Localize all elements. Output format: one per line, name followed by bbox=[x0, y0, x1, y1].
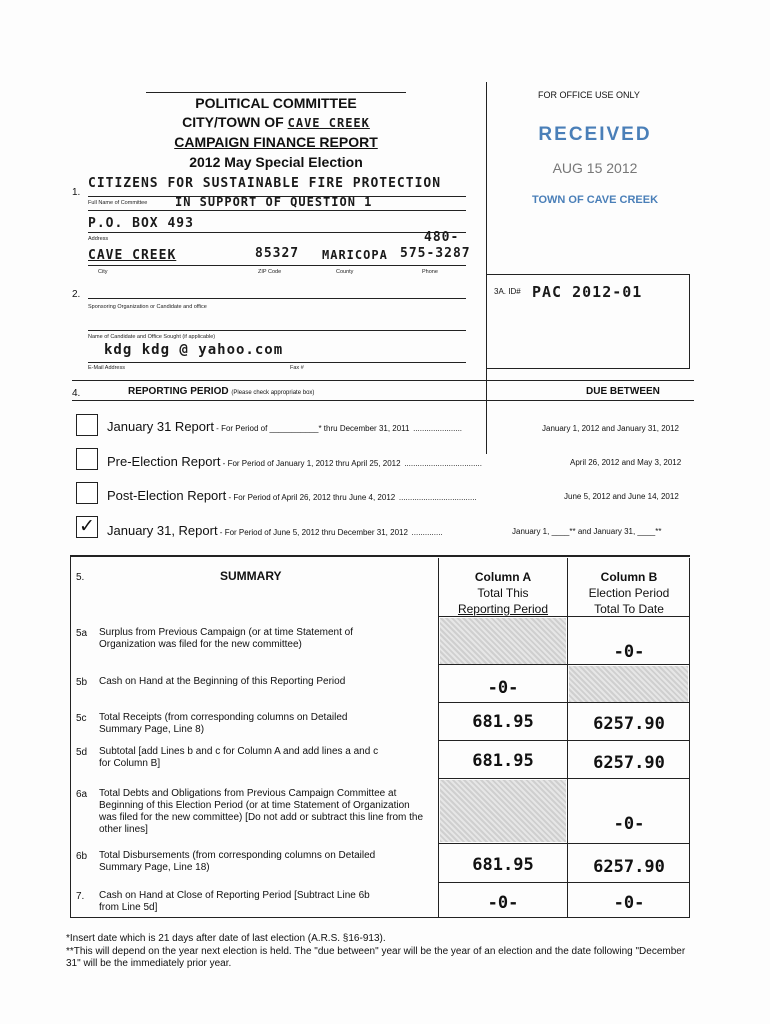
row-6b-col-a: 681.95 bbox=[472, 855, 534, 875]
candidate-label: Name of Candidate and Office Sought (if applicable) bbox=[88, 334, 216, 340]
january-31-2012-report-text: January 31, Report - For Period of June 5, 2012 thru December 31, 2012 .............. bbox=[107, 523, 443, 538]
row-5d-label: Subtotal [add Lines b and c for Column A and add lines a and c for Column B] bbox=[99, 746, 379, 769]
row-5a-label: Surplus from Previous Campaign (or at time Statement of Organization was filed for the new committee) bbox=[99, 627, 353, 650]
phone-label: Phone bbox=[422, 269, 438, 275]
committee-name-2: IN SUPPORT OF QUESTION 1 bbox=[175, 195, 373, 209]
committee-address: P.O. BOX 493 bbox=[88, 216, 194, 231]
pre-election-report-due: April 26, 2012 and May 3, 2012 bbox=[570, 458, 682, 467]
zip-label: ZIP Code bbox=[258, 269, 282, 275]
row-7-number: 7. bbox=[76, 891, 85, 902]
row-6b-number: 6b bbox=[76, 851, 88, 862]
town-line bbox=[146, 114, 406, 130]
post-election-report-checkbox[interactable] bbox=[76, 482, 98, 504]
section-2-number: 2. bbox=[72, 289, 81, 300]
row-5d-col-b: 6257.90 bbox=[593, 753, 665, 773]
row-5d-number: 5d bbox=[76, 747, 88, 758]
pre-election-report-checkbox[interactable] bbox=[76, 448, 98, 470]
id-value: PAC 2012-01 bbox=[532, 283, 643, 301]
row-7-col-a: -0- bbox=[487, 893, 519, 913]
row-6a-number: 6a bbox=[76, 789, 88, 800]
row-5c-label: Total Receipts (from corresponding columns on Detailed Summary Page, Line 8) bbox=[99, 712, 348, 735]
row-7-label: Cash on Hand at Close of Reporting Period [Subtract Line 6b from Line 5d] bbox=[99, 890, 370, 913]
january-31-2012-report-due: January 1, ____** and January 31, ____** bbox=[512, 527, 662, 536]
section-4-number: 4. bbox=[72, 388, 81, 399]
id-label: 3A. ID# bbox=[494, 287, 521, 296]
shaded-cell-5a-a bbox=[440, 618, 566, 664]
phone-area-code: 480- bbox=[424, 230, 460, 245]
january-31-report-due: January 1, 2012 and January 31, 2012 bbox=[542, 424, 679, 433]
row-5b-number: 5b bbox=[76, 677, 88, 688]
reporting-period-note: (Please check appropriate box) bbox=[231, 390, 315, 396]
january-31-2012-report-checkbox[interactable] bbox=[76, 516, 98, 538]
column-a-header: Column A Total This Reporting Period bbox=[457, 570, 549, 616]
footnote-2: **This will depend on the year next election is held. The "due between" year will be the year of an election and the date following "December 31" will be the immediately prior year. bbox=[66, 946, 686, 969]
sponsor-label: Sponsoring Organization or Candidate and office bbox=[88, 304, 207, 310]
row-5c-number: 5c bbox=[76, 713, 87, 724]
election-title: 2012 May Special Election bbox=[189, 154, 363, 170]
city-label: City bbox=[98, 269, 108, 275]
committee-name-label: Full Name of Committee bbox=[88, 200, 148, 206]
reporting-period-title bbox=[128, 386, 314, 397]
row-5a-number: 5a bbox=[76, 628, 88, 639]
town-name: CAVE CREEK bbox=[287, 116, 370, 130]
row-5b-label: Cash on Hand at the Beginning of this Reporting Period bbox=[99, 676, 346, 687]
summary-title: SUMMARY bbox=[220, 569, 282, 583]
reporting-period-heading: REPORTING PERIOD bbox=[128, 386, 229, 397]
received-date: AUG 15 2012 bbox=[552, 160, 638, 176]
january-31-report-checkbox[interactable] bbox=[76, 414, 98, 436]
office-use-label: FOR OFFICE USE ONLY bbox=[538, 90, 640, 100]
january-31-report-text: January 31 Report - For Period of ___________* thru December 31, 2011 ...................... bbox=[107, 419, 463, 434]
row-5c-col-a: 681.95 bbox=[472, 712, 534, 732]
committee-phone: 575-3287 bbox=[400, 246, 471, 261]
committee-city: CAVE CREEK bbox=[88, 248, 177, 263]
address-label: Address bbox=[88, 236, 109, 242]
county-label: County bbox=[336, 269, 354, 275]
email-label: E-Mail Address bbox=[88, 365, 125, 371]
received-stamp: RECEIVED bbox=[538, 124, 652, 145]
row-6a-label: Total Debts and Obligations from Previous Campaign Committee at Beginning of this Election Period (or at time Statement of Organization was filed for the new committee) [Do not add or subtract this line from the other lines] bbox=[99, 788, 424, 835]
shaded-cell-5b-b bbox=[569, 666, 688, 702]
row-7-col-b: -0- bbox=[613, 893, 645, 913]
committee-county: MARICOPA bbox=[322, 248, 388, 262]
row-5d-col-a: 681.95 bbox=[472, 751, 534, 771]
town-prefix: CITY/TOWN OF bbox=[182, 114, 284, 130]
footnote-1: *Insert date which is 21 days after date of last election (A.R.S. §16-913). bbox=[66, 933, 386, 944]
row-5c-col-b: 6257.90 bbox=[593, 714, 665, 734]
shaded-cell-6a-a bbox=[440, 780, 566, 842]
pre-election-report-text: Pre-Election Report - For Period of January 1, 2012 thru April 25, 2012 ................................... bbox=[107, 454, 482, 469]
due-between-title: DUE BETWEEN bbox=[586, 386, 660, 397]
post-election-report-text: Post-Election Report - For Period of April 26, 2012 thru June 4, 2012 ................................... bbox=[107, 488, 477, 503]
form-title: POLITICAL COMMITTEE bbox=[195, 95, 357, 111]
row-6b-col-b: 6257.90 bbox=[593, 857, 665, 877]
row-6b-label: Total Disbursements (from corresponding columns on Detailed Summary Page, Line 18) bbox=[99, 850, 376, 873]
committee-zip: 85327 bbox=[255, 246, 300, 261]
column-b-header: Column B Election Period Total To Date bbox=[588, 570, 670, 616]
row-5b-col-a: -0- bbox=[487, 678, 519, 698]
section-1-number: 1. bbox=[72, 187, 81, 198]
post-election-report-due: June 5, 2012 and June 14, 2012 bbox=[564, 492, 679, 501]
email-value: kdg kdg @ yahoo.com bbox=[104, 342, 284, 358]
received-town: TOWN OF CAVE CREEK bbox=[531, 194, 659, 206]
row-6a-col-b: -0- bbox=[613, 814, 645, 834]
section-5-number: 5. bbox=[76, 572, 85, 583]
check-mark-icon: ✓ bbox=[79, 516, 95, 537]
report-title: CAMPAIGN FINANCE REPORT bbox=[174, 134, 378, 150]
committee-name: CITIZENS FOR SUSTAINABLE FIRE PROTECTION bbox=[88, 176, 442, 191]
fax-label: Fax # bbox=[290, 365, 304, 371]
row-5a-col-b: -0- bbox=[613, 642, 645, 662]
